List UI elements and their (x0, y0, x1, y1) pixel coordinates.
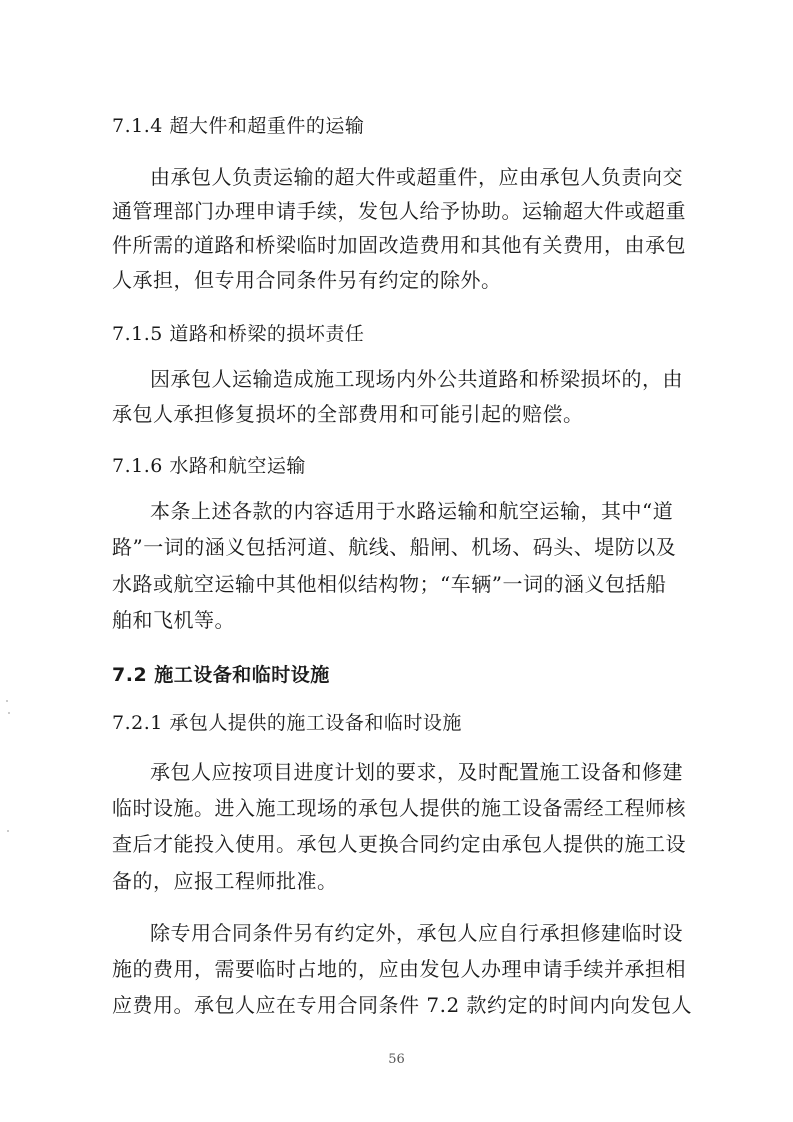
paragraph-line: 由承包人负责运输的超大件或超重件，应由承包人负责向交 (150, 165, 683, 189)
paragraph-line: 施的费用，需要临时占地的，应由发包人办理申请手续并承担相 (112, 957, 686, 981)
paragraph-line: 备的，应报工程师批准。 (112, 869, 338, 893)
paragraph-line: 人承担，但专用合同条件另有约定的除外。 (112, 268, 502, 292)
section-heading-7-1-4: 7.1.4 超大件和超重件的运输 (112, 115, 365, 137)
section-heading-7-1-5: 7.1.5 道路和桥梁的损坏责任 (112, 323, 365, 345)
paragraph-line: 水路或航空运输中其他相似结构物；“车辆”一词的涵义包括船 (112, 572, 667, 596)
paragraph-line: 临时设施。进入施工现场的承包人提供的施工设备需经工程师核 (112, 796, 686, 820)
section-heading-7-2-1: 7.2.1 承包人提供的施工设备和临时设施 (112, 712, 462, 734)
paragraph-line: 应费用。承包人应在专用合同条件 7.2 款约定的时间内向发包人 (112, 993, 693, 1017)
section-heading-7-1-6: 7.1.6 水路和航空运输 (112, 455, 306, 477)
paragraph-line: 承包人应按项目进度计划的要求，及时配置施工设备和修建 (150, 760, 683, 784)
page-number: 56 (388, 1052, 405, 1067)
paragraph-line: 通管理部门办理申请手续，发包人给予协助。运输超大件或超重 (112, 199, 686, 223)
paragraph-line: 件所需的道路和桥梁临时加固改造费用和其他有关费用，由承包 (112, 233, 686, 257)
paragraph-line: 承包人承担修复损坏的全部费用和可能引起的赔偿。 (112, 402, 584, 426)
paragraph-line: 本条上述各款的内容适用于水路运输和航空运输，其中“道 (150, 499, 674, 523)
paragraph-line: 查后才能投入使用。承包人更换合同约定由承包人提供的施工设 (112, 832, 686, 856)
paragraph-line: 舶和飞机等。 (112, 608, 235, 632)
section-heading-7-2: 7.2 施工设备和临时设施 (112, 664, 330, 686)
scan-speck (6, 700, 8, 702)
scan-speck (7, 830, 9, 832)
paragraph-line: 路”一词的涵义包括河道、航线、船闸、机场、码头、堤防以及 (112, 535, 677, 559)
scan-speck (8, 712, 10, 714)
paragraph-line: 因承包人运输造成施工现场内外公共道路和桥梁损坏的，由 (150, 367, 683, 391)
paragraph-line: 除专用合同条件另有约定外，承包人应自行承担修建临时设 (150, 921, 683, 945)
